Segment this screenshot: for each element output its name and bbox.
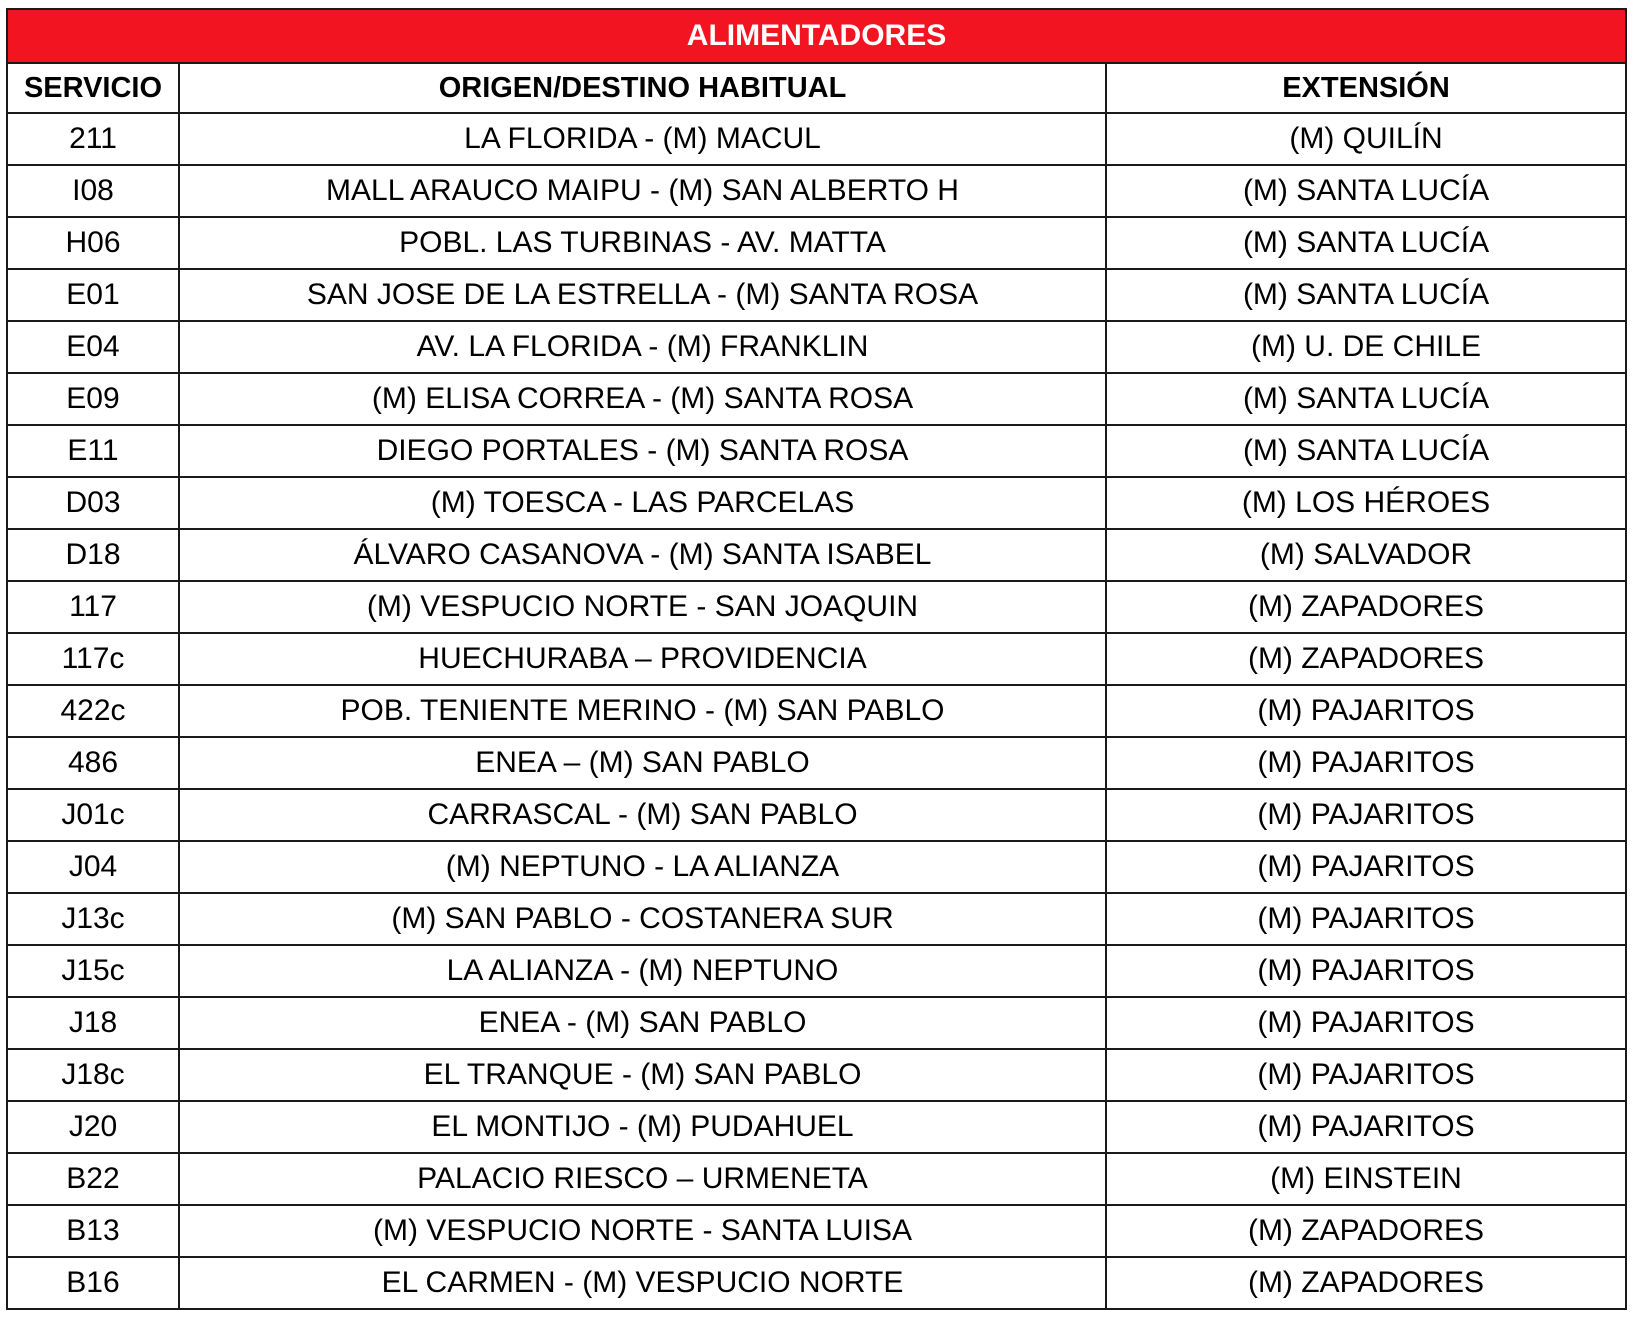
table-row [7,633,1626,685]
cell-servicio: 422c [7,685,179,737]
table-row [7,737,1626,789]
cell-extension: (M) SANTA LUCÍA [1106,269,1626,321]
cell-origen-destino: ÁLVARO CASANOVA - (M) SANTA ISABEL [179,529,1106,581]
table-row [7,997,1626,1049]
cell-extension: (M) PAJARITOS [1106,841,1626,893]
cell-extension: (M) QUILÍN [1106,113,1626,165]
cell-extension: (M) PAJARITOS [1106,685,1626,737]
cell-extension: (M) PAJARITOS [1106,945,1626,997]
cell-origen-destino: EL TRANQUE - (M) SAN PABLO [179,1049,1106,1101]
table-row [7,685,1626,737]
cell-extension: (M) EINSTEIN [1106,1153,1626,1205]
table-row [7,529,1626,581]
cell-extension: (M) PAJARITOS [1106,997,1626,1049]
cell-origen-destino: (M) SAN PABLO - COSTANERA SUR [179,893,1106,945]
header-extension: EXTENSIÓN [1106,63,1626,113]
cell-origen-destino: ENEA - (M) SAN PABLO [179,997,1106,1049]
cell-extension: (M) ZAPADORES [1106,1257,1626,1309]
cell-extension: (M) PAJARITOS [1106,893,1626,945]
cell-origen-destino: MALL ARAUCO MAIPU - (M) SAN ALBERTO H [179,165,1106,217]
table-header-row [7,63,1626,113]
cell-servicio: B22 [7,1153,179,1205]
table-row [7,1049,1626,1101]
cell-origen-destino: (M) NEPTUNO - LA ALIANZA [179,841,1106,893]
table-row [7,1101,1626,1153]
table-row [7,425,1626,477]
cell-servicio: 486 [7,737,179,789]
cell-origen-destino: AV. LA FLORIDA - (M) FRANKLIN [179,321,1106,373]
cell-origen-destino: DIEGO PORTALES - (M) SANTA ROSA [179,425,1106,477]
cell-servicio: J13c [7,893,179,945]
cell-extension: (M) ZAPADORES [1106,1205,1626,1257]
cell-servicio: I08 [7,165,179,217]
table-row [7,841,1626,893]
cell-origen-destino: (M) VESPUCIO NORTE - SANTA LUISA [179,1205,1106,1257]
table-row [7,1257,1626,1309]
cell-extension: (M) SANTA LUCÍA [1106,373,1626,425]
table-title: ALIMENTADORES [7,9,1626,63]
cell-servicio: J04 [7,841,179,893]
table-row [7,893,1626,945]
table-row [7,581,1626,633]
table-row [7,477,1626,529]
cell-extension: (M) SANTA LUCÍA [1106,217,1626,269]
cell-servicio: B13 [7,1205,179,1257]
cell-extension: (M) SALVADOR [1106,529,1626,581]
table-row [7,789,1626,841]
table-row [7,373,1626,425]
cell-servicio: J01c [7,789,179,841]
cell-extension: (M) PAJARITOS [1106,1101,1626,1153]
table-title-row [7,9,1626,63]
cell-origen-destino: CARRASCAL - (M) SAN PABLO [179,789,1106,841]
cell-origen-destino: (M) TOESCA - LAS PARCELAS [179,477,1106,529]
table-row [7,165,1626,217]
cell-servicio: J18c [7,1049,179,1101]
cell-servicio: 117c [7,633,179,685]
cell-servicio: J20 [7,1101,179,1153]
cell-servicio: J15c [7,945,179,997]
cell-origen-destino: LA ALIANZA - (M) NEPTUNO [179,945,1106,997]
cell-servicio: 117 [7,581,179,633]
cell-extension: (M) SANTA LUCÍA [1106,165,1626,217]
table-row [7,113,1626,165]
cell-extension: (M) PAJARITOS [1106,737,1626,789]
table-body [7,113,1626,1309]
cell-servicio: D03 [7,477,179,529]
cell-extension: (M) LOS HÉROES [1106,477,1626,529]
cell-origen-destino: POB. TENIENTE MERINO - (M) SAN PABLO [179,685,1106,737]
cell-servicio: E04 [7,321,179,373]
table-row [7,217,1626,269]
cell-servicio: E01 [7,269,179,321]
cell-origen-destino: EL MONTIJO - (M) PUDAHUEL [179,1101,1106,1153]
header-origen-destino: ORIGEN/DESTINO HABITUAL [179,63,1106,113]
cell-origen-destino: SAN JOSE DE LA ESTRELLA - (M) SANTA ROSA [179,269,1106,321]
cell-origen-destino: PALACIO RIESCO – URMENETA [179,1153,1106,1205]
cell-servicio: J18 [7,997,179,1049]
table-row [7,269,1626,321]
cell-servicio: B16 [7,1257,179,1309]
header-servicio: SERVICIO [7,63,179,113]
table-row [7,1153,1626,1205]
cell-servicio: 211 [7,113,179,165]
cell-extension: (M) PAJARITOS [1106,1049,1626,1101]
cell-origen-destino: HUECHURABA – PROVIDENCIA [179,633,1106,685]
cell-origen-destino: EL CARMEN - (M) VESPUCIO NORTE [179,1257,1106,1309]
cell-servicio: H06 [7,217,179,269]
cell-origen-destino: ENEA – (M) SAN PABLO [179,737,1106,789]
cell-origen-destino: (M) VESPUCIO NORTE - SAN JOAQUIN [179,581,1106,633]
table-row [7,1205,1626,1257]
table-row [7,321,1626,373]
cell-servicio: E09 [7,373,179,425]
cell-extension: (M) PAJARITOS [1106,789,1626,841]
alimentadores-table [6,8,1627,1310]
cell-extension: (M) ZAPADORES [1106,581,1626,633]
cell-origen-destino: LA FLORIDA - (M) MACUL [179,113,1106,165]
cell-origen-destino: POBL. LAS TURBINAS - AV. MATTA [179,217,1106,269]
cell-extension: (M) U. DE CHILE [1106,321,1626,373]
table-row [7,945,1626,997]
cell-servicio: D18 [7,529,179,581]
cell-extension: (M) SANTA LUCÍA [1106,425,1626,477]
cell-origen-destino: (M) ELISA CORREA - (M) SANTA ROSA [179,373,1106,425]
cell-servicio: E11 [7,425,179,477]
cell-extension: (M) ZAPADORES [1106,633,1626,685]
